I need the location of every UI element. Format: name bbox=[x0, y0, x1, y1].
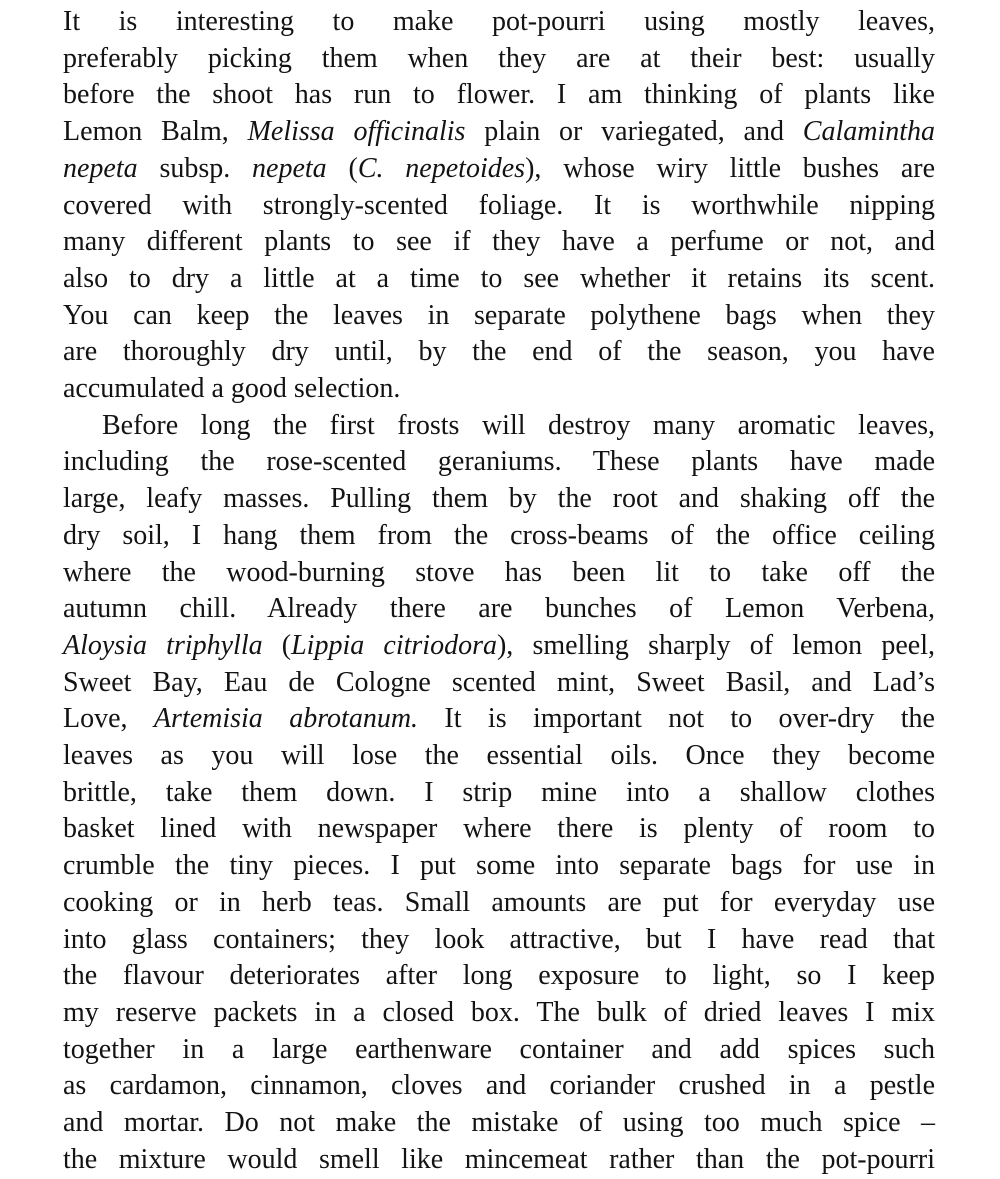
text-segment: the flavour deteriorates after long exposure to light, so I keep bbox=[63, 960, 935, 992]
text-line bbox=[63, 224, 935, 261]
botanical-name: Lippia citriodora bbox=[291, 629, 497, 661]
text-segment: subsp. bbox=[137, 152, 253, 184]
botanical-name: C. nepetoides bbox=[357, 152, 526, 184]
text-line bbox=[63, 848, 935, 885]
text-segment: plain or variegated, and bbox=[465, 116, 803, 148]
text-line bbox=[63, 811, 935, 848]
text-segment: autumn chill. Already there are bunches of Lemon Verbena, bbox=[63, 593, 935, 625]
text-line bbox=[63, 77, 935, 114]
text-line bbox=[63, 591, 935, 628]
text-segment: my reserve packets in a closed box. The bulk of dried leaves I mix bbox=[63, 996, 935, 1028]
text-line bbox=[63, 995, 935, 1032]
text-segment: leaves as you will lose the essential oils. Once they become bbox=[63, 740, 935, 772]
botanical-name: Calamintha bbox=[802, 116, 935, 148]
text-line bbox=[63, 408, 935, 445]
text-segment: as cardamon, cinnamon, cloves and coriander crushed in a pestle bbox=[63, 1070, 935, 1102]
text-line bbox=[63, 334, 935, 371]
text-segment: preferably picking them when they are at their best: usually bbox=[63, 42, 935, 74]
text-segment: are thoroughly dry until, by the end of the season, you have bbox=[63, 336, 935, 368]
text-line bbox=[63, 1032, 935, 1069]
text-line bbox=[63, 628, 935, 665]
text-line bbox=[63, 1068, 935, 1105]
text-line bbox=[63, 41, 935, 78]
text-line bbox=[63, 481, 935, 518]
paragraph bbox=[63, 408, 935, 1179]
text-line bbox=[63, 518, 935, 555]
text-line bbox=[63, 665, 935, 702]
text-segment: Before long the first frosts will destroy many aromatic leaves, bbox=[102, 409, 935, 441]
text-segment: and mortar. Do not make the mistake of using too much spice – bbox=[63, 1107, 935, 1139]
text-segment: cooking or in herb teas. Small amounts are put for everyday use bbox=[63, 886, 935, 918]
text-segment: brittle, take them down. I strip mine into a shallow clothes bbox=[63, 776, 935, 808]
text-line bbox=[63, 958, 935, 995]
botanical-name: nepeta bbox=[252, 152, 327, 184]
text-segment: where the wood-burning stove has been lit to take off the bbox=[63, 556, 935, 588]
text-segment: ( bbox=[262, 629, 292, 661]
botanical-name: Melissa officinalis bbox=[247, 116, 466, 148]
text-line bbox=[63, 4, 935, 41]
text-segment: It is important not to over-dry the bbox=[418, 703, 935, 735]
text-segment: the mixture would smell like mincemeat rather than the pot-pourri bbox=[63, 1143, 935, 1175]
text-segment: including the rose-scented geraniums. These plants have made bbox=[63, 446, 935, 478]
text-segment: many different plants to see if they have a perfume or not, and bbox=[63, 226, 935, 258]
text-segment: Love, bbox=[63, 703, 154, 735]
paragraph bbox=[63, 4, 935, 408]
text-segment: ), smelling sharply of lemon peel, bbox=[496, 629, 935, 661]
text-segment: It is interesting to make pot-pourri using mostly leaves, bbox=[63, 6, 935, 37]
text-line bbox=[63, 298, 935, 335]
text-segment: accumulated a good selection. bbox=[63, 373, 401, 405]
text-line bbox=[63, 371, 935, 408]
text-segment: also to dry a little at a time to see whether it retains its scent. bbox=[63, 262, 935, 294]
text-line bbox=[63, 775, 935, 812]
botanical-name: Aloysia triphylla bbox=[63, 629, 263, 661]
text-segment: covered with strongly-scented foliage. It is worthwhile nipping bbox=[63, 189, 935, 221]
text-line bbox=[63, 885, 935, 922]
book-page bbox=[63, 4, 935, 1179]
text-line bbox=[63, 1105, 935, 1142]
text-segment: together in a large earthenware container and add spices such bbox=[63, 1033, 935, 1065]
botanical-name: nepeta bbox=[63, 152, 138, 184]
text-segment: ), whose wiry little bushes are bbox=[525, 152, 936, 184]
text-segment: You can keep the leaves in separate polythene bags when they bbox=[63, 299, 935, 331]
text-line bbox=[63, 261, 935, 298]
text-segment: Lemon Balm, bbox=[63, 116, 248, 148]
text-segment: into glass containers; they look attractive, but I have read that bbox=[63, 923, 935, 955]
text-segment: crumble the tiny pieces. I put some into separate bags for use in bbox=[63, 850, 935, 882]
text-line bbox=[63, 922, 935, 959]
text-segment: before the shoot has run to flower. I am thinking of plants like bbox=[63, 79, 935, 111]
text-line bbox=[63, 444, 935, 481]
text-segment: ( bbox=[326, 152, 358, 184]
text-segment: large, leafy masses. Pulling them by the root and shaking off the bbox=[63, 483, 935, 515]
text-segment: Sweet Bay, Eau de Cologne scented mint, Sweet Basil, and Lad’s bbox=[63, 666, 935, 698]
text-line-clipped bbox=[63, 1142, 935, 1179]
text-line bbox=[63, 114, 935, 151]
text-line bbox=[63, 738, 935, 775]
text-line bbox=[63, 151, 935, 188]
text-line bbox=[63, 701, 935, 738]
text-segment: dry soil, I hang them from the cross-beams of the office ceiling bbox=[63, 519, 935, 551]
botanical-name: Artemisia abrotanum. bbox=[153, 703, 419, 735]
text-line bbox=[63, 555, 935, 592]
text-line bbox=[63, 188, 935, 225]
text-segment: basket lined with newspaper where there is plenty of room to bbox=[63, 813, 935, 845]
